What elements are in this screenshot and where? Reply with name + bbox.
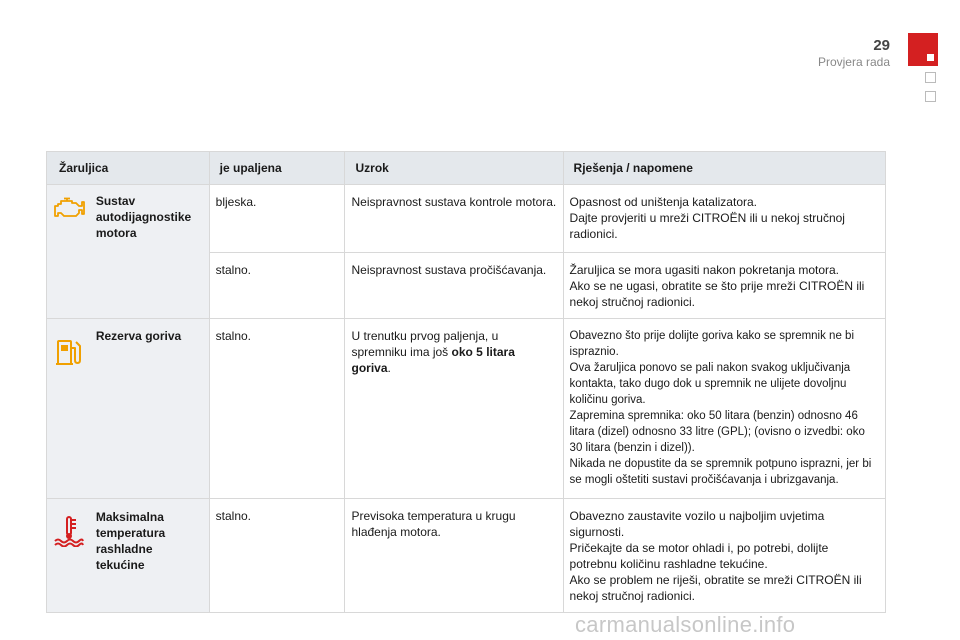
chapter-tab-active[interactable]	[908, 33, 938, 66]
lamp-solution: Obavezno što prije dolijte goriva kako se spremnik ne bi ispraznio. Ova žaruljica ponovo se pali nakon svakog uključivanja kontakta, tako dugo dok u spremnik ne ulijete dovoljnu količinu goriva. Zapremina spremnika: oko 50 litara (benzin) odnosno 46 litara (dizel) odnosno 33 litre (GPL); (ovisno o izvedbi: oko 30 litara (benzin i dizel)). Nikada ne dopustite da se spremnik potpuno isprazni, jer bi se mogli oštetiti sustavi pročišćavanja i ubrizgavanja.	[563, 319, 885, 499]
engine-check-icon	[52, 197, 86, 219]
lamp-state: stalno.	[209, 319, 345, 499]
coolant-temperature-icon	[52, 515, 86, 547]
column-header-cause: Uzrok	[345, 152, 563, 185]
lamp-name: Sustav autodijagnostike motora	[92, 185, 209, 319]
lamp-cause: Neispravnost sustava kontrole motora.	[345, 185, 563, 253]
table-row	[47, 185, 886, 253]
fuel-pump-icon	[54, 337, 84, 367]
lamp-cause: Previsoka temperatura u krugu hlađenja motora.	[345, 499, 563, 613]
table-row	[47, 319, 886, 499]
chapter-tab[interactable]	[925, 72, 936, 83]
lamp-solution: Obavezno zaustavite vozilo u najboljim uvjetima sigurnosti. Pričekajte da se motor ohladi i, po potrebi, dolijte potrebnu količinu rashladne tekućine. Ako se problem ne riješi, obratite se mreži CITROËN ili nekoj stručnoj radionici.	[563, 499, 885, 613]
lamp-solution: Opasnost od uništenja katalizatora. Dajte provjeriti u mreži CITROËN ili u nekoj stručnoj radionici.	[563, 185, 885, 253]
column-header-lamp: Žaruljica	[47, 152, 210, 185]
lamp-cause: Neispravnost sustava pročišćavanja.	[345, 253, 563, 319]
watermark: carmanualsonline.info	[575, 612, 796, 637]
lamp-solution: Žaruljica se mora ugasiti nakon pokretanja motora. Ako se ne ugasi, obratite se što prije mreži CITROËN ili nekoj stručnoj radionici.	[563, 253, 885, 319]
section-title: Provjera rada	[817, 55, 890, 69]
column-header-state: je upaljena	[209, 152, 345, 185]
lamp-state: stalno.	[209, 499, 345, 613]
table-row	[47, 499, 886, 613]
lamp-state: bljeska.	[209, 185, 345, 253]
lamp-cause: U trenutku prvog paljenja, u spremniku ima još oko 5 litara goriva.	[345, 319, 563, 499]
lamp-name: Rezerva goriva	[92, 319, 209, 499]
warning-lamps-table	[46, 151, 886, 613]
table-header-row	[47, 152, 886, 185]
active-tab-marker	[927, 54, 934, 61]
page-number: 29	[873, 37, 890, 54]
column-header-solution: Rješenja / napomene	[563, 152, 885, 185]
lamp-state: stalno.	[209, 253, 345, 319]
chapter-tab[interactable]	[925, 91, 936, 102]
lamp-name: Maksimalna temperatura rashladne tekućine	[92, 499, 209, 613]
